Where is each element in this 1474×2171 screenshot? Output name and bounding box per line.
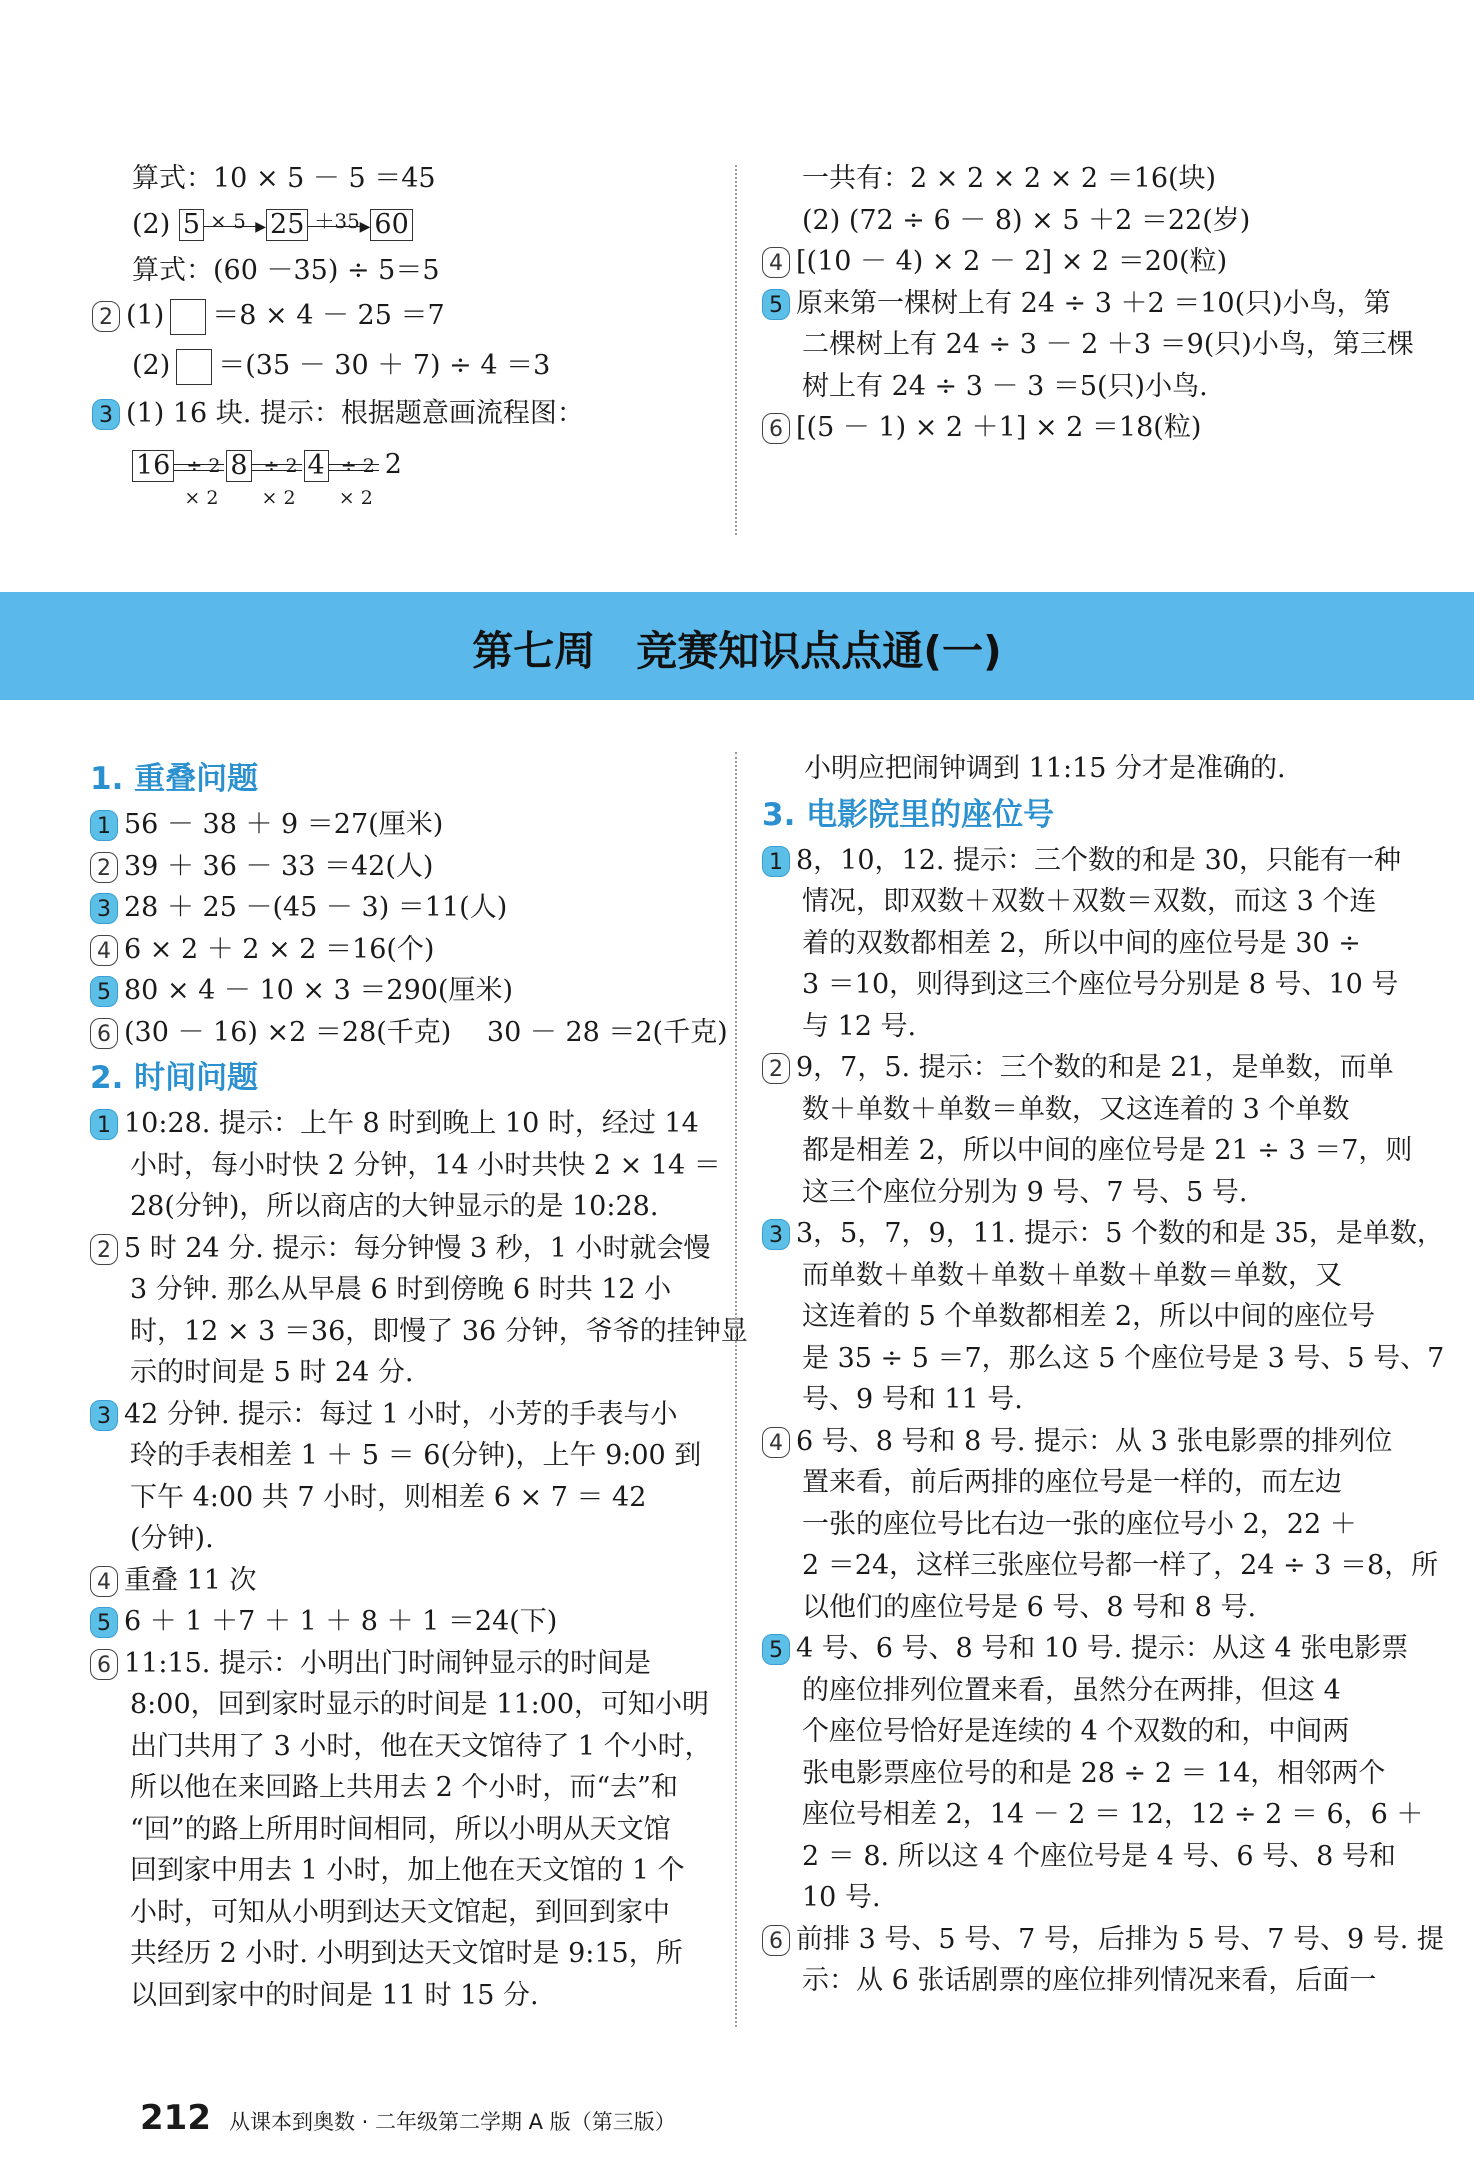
number-badge: 3 xyxy=(90,893,118,924)
text: 前排 3 号、5 号、7 号，后排为 5 号、7 号、9 号. 提 xyxy=(796,1923,1444,1955)
number-badge: 4 xyxy=(762,1427,790,1458)
text-line: 示：从 6 张话剧票的座位排列情况来看，后面一 xyxy=(802,1965,1377,1996)
number-badge: 1 xyxy=(762,846,790,877)
text-line: 2 ＝24，这样三张座位号都一样了，24 ÷ 3 ＝8，所 xyxy=(802,1550,1439,1581)
text: 重叠 11 次 xyxy=(124,1564,257,1596)
text-line: 3 分钟. 那么从早晨 6 时到傍晚 6 时共 12 小 xyxy=(130,1274,672,1305)
flow-box: 4 xyxy=(304,450,329,482)
text-line: 小时，每小时快 2 分钟，14 小时共快 2 × 14 ＝ xyxy=(130,1149,721,1181)
flow-box: 8 xyxy=(226,450,251,482)
text-line: 置来看，前后两排的座位号是一样的，而左边 xyxy=(802,1467,1342,1498)
left-column xyxy=(90,754,748,2016)
arrow-label: ＋35 xyxy=(314,209,360,233)
section-heading: 2. 时间问题 xyxy=(90,1060,259,1096)
text-line: 而单数＋单数＋单数＋单数＋单数＝单数，又 xyxy=(802,1259,1342,1291)
text-line: 以回到家中的时间是 11 时 15 分. xyxy=(130,1979,539,2011)
text: 11:15. 提示：小明出门时闹钟显示的时间是 xyxy=(124,1647,651,1679)
number-badge: 4 xyxy=(762,247,790,278)
text-line: 10 号. xyxy=(802,1882,881,1913)
text-line: 算式：(60 －35) ÷ 5＝5 xyxy=(132,254,440,286)
text-line: 一张的座位号比右边一张的座位号小 2，22 ＋ xyxy=(802,1508,1357,1540)
page-number: 212 xyxy=(140,2098,211,2138)
text: 8，10，12. 提示：三个数的和是 30，只能有一种 xyxy=(796,844,1401,876)
answer-line xyxy=(92,291,712,341)
column-divider xyxy=(735,165,737,535)
text: 28 ＋ 25 －(45 － 3) ＝11(人) xyxy=(124,892,508,923)
number-badge: 2 xyxy=(762,1053,790,1084)
flow-chart xyxy=(92,437,712,509)
text-line: 下午 4:00 共 7 小时，则相差 6 × 7 ＝ 42 xyxy=(130,1481,647,1513)
text: 5 时 24 分. 提示：每分钟慢 3 秒，1 小时就会慢 xyxy=(124,1232,711,1264)
number-badge: 2 xyxy=(90,852,118,883)
text-line: 28(分钟)，所以商店的大钟显示的是 10:28. xyxy=(130,1191,659,1222)
number-badge: 5 xyxy=(90,1607,118,1638)
text-line: 着的双数都相差 2，所以中间的座位号是 30 ÷ xyxy=(802,927,1361,959)
text-line: 号、9 号和 11 号. xyxy=(802,1384,1023,1415)
text: (1) xyxy=(126,300,165,331)
blank-box xyxy=(170,299,206,335)
text-line: 个座位号恰好是连续的 4 个双数的和，中间两 xyxy=(802,1716,1350,1747)
text-line: 时，12 × 3 ＝36，即慢了 36 分钟，爷爷的挂钟显 xyxy=(130,1315,748,1347)
top-left-column xyxy=(92,158,712,509)
section-heading: 1. 重叠问题 xyxy=(90,761,259,797)
text-line: 出门共用了 3 小时，他在天文馆待了 1 个小时， xyxy=(130,1730,712,1762)
number-badge: 2 xyxy=(92,301,120,332)
number-badge: 6 xyxy=(762,413,790,444)
number-badge: 6 xyxy=(762,1925,790,1956)
arrow-icon: × 5 ▶ xyxy=(204,210,266,240)
text-line: 回到家中用去 1 小时，加上他在天文馆的 1 个 xyxy=(130,1855,685,1886)
arrow-label: × 2 xyxy=(261,486,296,509)
text-line: (2) (72 ÷ 6 － 8) × 5 ＋2 ＝22(岁) xyxy=(802,204,1251,236)
arrow-label: × 2 xyxy=(338,486,373,509)
text: (2) xyxy=(132,208,171,240)
text-line: 算式：10 × 5 － 5 ＝45 xyxy=(132,163,436,194)
text: 6 号、8 号和 8 号. 提示：从 3 张电影票的排列位 xyxy=(796,1425,1393,1457)
double-arrow-icon xyxy=(329,446,381,509)
text: 56 － 38 ＋ 9 ＝27(厘米) xyxy=(124,809,444,840)
text: [(5 － 1) × 2 ＋1] × 2 ＝18(粒) xyxy=(796,412,1202,443)
flow-box: 5 xyxy=(179,209,204,241)
page-footer xyxy=(140,2098,676,2138)
double-arrow-icon xyxy=(252,446,304,509)
number-badge: 1 xyxy=(90,810,118,841)
number-badge: 2 xyxy=(90,1234,118,1265)
answer-line xyxy=(92,391,712,437)
number-badge: 4 xyxy=(90,1566,118,1597)
text-line: 小明应把闹钟调到 11:15 分才是准确的. xyxy=(804,753,1286,784)
text-line: 一共有：2 × 2 × 2 × 2 ＝16(块) xyxy=(802,163,1217,194)
text-line: 以他们的座位号是 6 号、8 号和 8 号. xyxy=(802,1591,1257,1623)
text: (1) 16 块. 提示：根据题意画流程图： xyxy=(126,398,584,429)
text-line: 小时，可知从小明到达天文馆起，到回到家中 xyxy=(130,1896,670,1928)
text-line: 共经历 2 小时. 小明到达天文馆时是 9:15，所 xyxy=(130,1938,683,1969)
flow-line xyxy=(92,200,712,250)
text-line: 二棵树上有 24 ÷ 3 － 2 ＋3 ＝9(只)小鸟，第三棵 xyxy=(802,329,1414,360)
blank-box xyxy=(176,349,212,385)
section-heading: 3. 电影院里的座位号 xyxy=(762,796,1055,833)
text-line: 是 35 ÷ 5 ＝7，那么这 5 个座位号是 3 号、5 号、7 xyxy=(802,1342,1445,1374)
arrow-label: ÷ 2 xyxy=(186,454,221,477)
text: 原来第一棵树上有 24 ÷ 3 ＋2 ＝10(只)小鸟，第 xyxy=(796,287,1391,319)
text: 42 分钟. 提示：每过 1 小时，小芳的手表与小 xyxy=(124,1398,678,1430)
number-badge: 1 xyxy=(90,1109,118,1140)
number-badge: 6 xyxy=(90,1649,118,1680)
text-line: 所以他在来回路上共用去 2 个小时，而“去”和 xyxy=(130,1772,678,1803)
text-line: 都是相差 2，所以中间的座位号是 21 ÷ 3 ＝7，则 xyxy=(802,1135,1413,1166)
number-badge: 5 xyxy=(90,976,118,1007)
text-line: 数＋单数＋单数＝单数，又这连着的 3 个单数 xyxy=(802,1093,1350,1125)
text: (2) xyxy=(132,350,171,381)
answer-line xyxy=(92,341,712,391)
text: 3，5，7，9，11. 提示：5 个数的和是 35，是单数， xyxy=(796,1218,1444,1249)
text-line: 玲的手表相差 1 ＋ 5 ＝ 6(分钟)，上午 9:00 到 xyxy=(130,1440,702,1471)
text: (30 － 16) ×2 ＝28(千克) 30 － 28 ＝2(千克) xyxy=(124,1016,728,1048)
text-line: 这三个座位分别为 9 号、7 号、5 号. xyxy=(802,1176,1248,1208)
right-column xyxy=(762,748,1445,2002)
arrow-icon: ＋35 ▶ xyxy=(308,210,370,240)
text: 6 ＋ 1 ＋7 ＋ 1 ＋ 8 ＋ 1 ＝24(下) xyxy=(124,1606,558,1637)
number-badge: 5 xyxy=(762,1634,790,1665)
text: [(10 － 4) × 2 － 2] × 2 ＝20(粒) xyxy=(796,246,1228,277)
text-line: 3 ＝10，则得到这三个座位号分别是 8 号、10 号 xyxy=(802,969,1399,1000)
number-badge: 3 xyxy=(92,399,120,430)
text-line: 示的时间是 5 时 24 分. xyxy=(130,1357,414,1388)
text: 9，7，5. 提示：三个数的和是 21，是单数，而单 xyxy=(796,1052,1394,1083)
flow-box: 16 xyxy=(132,450,174,482)
arrow-label: × 2 xyxy=(184,486,219,509)
column-divider xyxy=(735,752,737,2027)
text-line: 2 ＝ 8. 所以这 4 个座位号是 4 号、6 号、8 号和 xyxy=(802,1840,1396,1872)
text: 4 号、6 号、8 号和 10 号. 提示：从这 4 张电影票 xyxy=(796,1633,1409,1664)
number-badge: 6 xyxy=(90,1018,118,1049)
text-line: 树上有 24 ÷ 3 － 3 ＝5(只)小鸟. xyxy=(802,370,1208,402)
text: ＝8 × 4 － 25 ＝7 xyxy=(212,300,445,331)
text: ＝(35 － 30 ＋ 7) ÷ 4 ＝3 xyxy=(218,350,551,381)
text: 6 × 2 ＋ 2 × 2 ＝16(个) xyxy=(124,933,435,965)
text: 80 × 4 － 10 × 3 ＝290(厘米) xyxy=(124,975,513,1006)
number-badge: 3 xyxy=(90,1400,118,1431)
arrow-label: × 5 xyxy=(210,209,246,233)
text-line: 这连着的 5 个单数都相差 2，所以中间的座位号 xyxy=(802,1301,1376,1332)
double-arrow-icon xyxy=(174,446,226,509)
text-line: 情况，即双数＋双数＋双数＝双数，而这 3 个连 xyxy=(802,886,1377,917)
flow-box: 25 xyxy=(266,209,308,241)
text-line: 座位号相差 2，14 － 2 ＝ 12，12 ÷ 2 ＝ 6，6 ＋ xyxy=(802,1799,1424,1830)
banner-title: 第七周 竞赛知识点点通(一) xyxy=(472,627,1002,675)
text-line: “回”的路上所用时间相同，所以小明从天文馆 xyxy=(130,1813,671,1845)
top-right-column xyxy=(762,158,1412,449)
text: 2 xyxy=(384,449,402,480)
text-line: 张电影票座位号的和是 28 ÷ 2 ＝ 14，相邻两个 xyxy=(802,1757,1386,1789)
flow-box: 60 xyxy=(370,209,412,241)
book-title: 从课本到奥数 · 二年级第二学期 A 版（第三版） xyxy=(228,2110,676,2134)
number-badge: 4 xyxy=(90,935,118,966)
text: 10:28. 提示：上午 8 时到晚上 10 时，经过 14 xyxy=(124,1108,699,1139)
number-badge: 3 xyxy=(762,1219,790,1250)
arrow-label: ÷ 2 xyxy=(340,454,375,477)
text-line: (分钟). xyxy=(130,1523,214,1554)
text-line: 与 12 号. xyxy=(802,1010,917,1042)
text-line: 的座位排列位置来看，虽然分在两排，但这 4 xyxy=(802,1674,1341,1706)
text: 39 ＋ 36 － 33 ＝42(人) xyxy=(124,850,434,882)
number-badge: 5 xyxy=(762,289,790,320)
arrow-label: ÷ 2 xyxy=(263,454,298,477)
text-line: 8:00，回到家时显示的时间是 11:00，可知小明 xyxy=(130,1689,710,1720)
